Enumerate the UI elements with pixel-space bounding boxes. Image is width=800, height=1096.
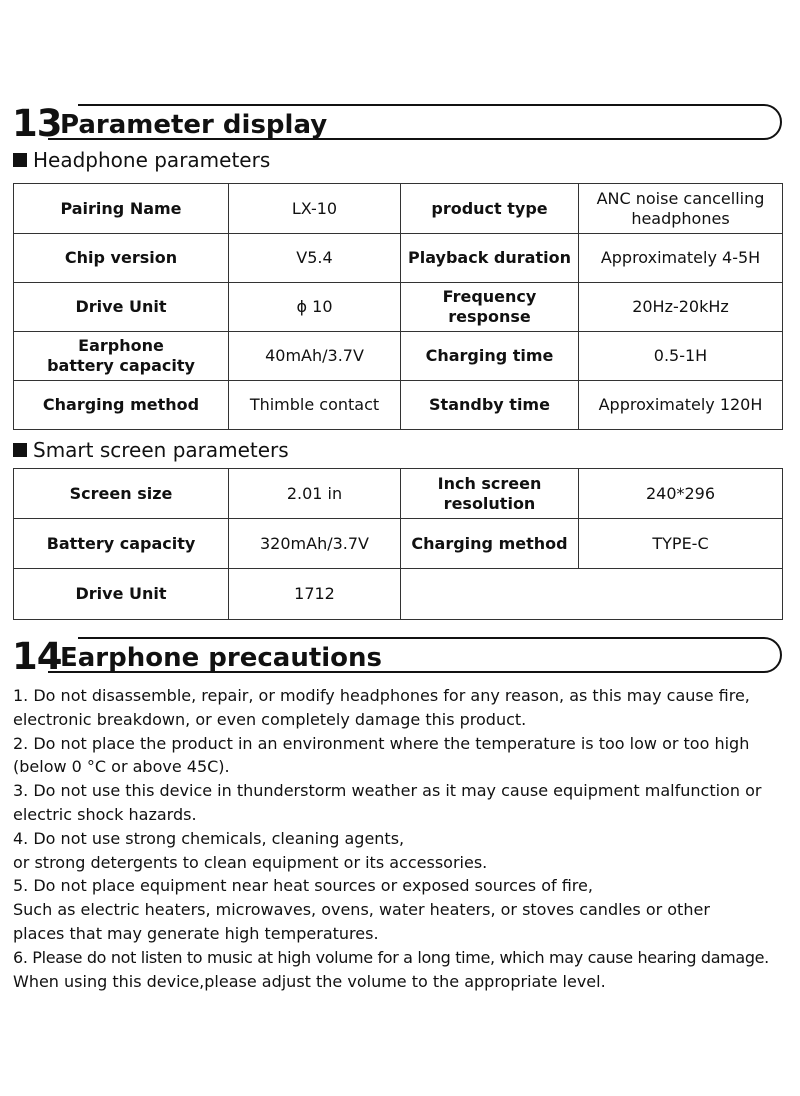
table-row <box>14 469 783 519</box>
table-row <box>14 234 783 283</box>
param-key: Charging time <box>401 332 579 381</box>
param-key: Inch screen resolution <box>401 469 579 519</box>
precaution-line: electronic breakdown, or even completely damage this product. <box>13 709 527 729</box>
precaution-line: places that may generate high temperatures. <box>13 923 379 943</box>
param-value: 320mAh/3.7V <box>229 519 401 569</box>
empty-cell <box>401 569 783 620</box>
precaution-line: 4. Do not use strong chemicals, cleaning agents, <box>13 828 405 848</box>
precaution-line: 6. Please do not listen to music at high volume for a long time, which may cause hearing damage. <box>13 947 769 967</box>
smart-screen-parameters-heading <box>13 440 289 460</box>
table-row <box>14 283 783 332</box>
param-value: Approximately 120H <box>579 381 783 430</box>
section-13-header <box>12 102 782 145</box>
param-value: Approximately 4-5H <box>579 234 783 283</box>
precaution-line: 2. Do not place the product in an environment where the temperature is too low or too high <box>13 733 750 753</box>
param-key: Charging method <box>14 381 229 430</box>
param-key: Pairing Name <box>14 184 229 234</box>
table-row <box>14 332 783 381</box>
precaution-line: 3. Do not use this device in thunderstorm weather as it may cause equipment malfunction or <box>13 781 762 801</box>
param-value: 1712 <box>229 569 401 620</box>
param-key: Earphone battery capacity <box>14 332 229 381</box>
param-key: Standby time <box>401 381 579 430</box>
param-value: TYPE-C <box>579 519 783 569</box>
param-key: Frequency response <box>401 283 579 332</box>
param-value: ANC noise cancelling headphones <box>579 184 783 234</box>
param-value: V5.4 <box>229 234 401 283</box>
precaution-line: When using this device,please adjust the volume to the appropriate level. <box>13 971 606 991</box>
param-key: product type <box>401 184 579 234</box>
param-value: Thimble contact <box>229 381 401 430</box>
param-key: Drive Unit <box>14 283 229 332</box>
precaution-line: 1. Do not disassemble, repair, or modify headphones for any reason, as this may cause fire, <box>13 686 750 705</box>
headphone-parameters-table <box>13 183 783 430</box>
precaution-line: Such as electric heaters, microwaves, ovens, water heaters, or stoves candles or other <box>13 900 710 920</box>
section-13-title: Parameter display <box>60 110 328 140</box>
param-key: Playback duration <box>401 234 579 283</box>
param-key: Drive Unit <box>14 569 229 620</box>
param-key: Charging method <box>401 519 579 569</box>
param-value: 20Hz-20kHz <box>579 283 783 332</box>
param-key: Chip version <box>14 234 229 283</box>
table-row <box>14 569 783 620</box>
param-value: 40mAh/3.7V <box>229 332 401 381</box>
section-14-header <box>12 635 782 678</box>
precautions-list <box>13 684 788 993</box>
table-row <box>14 184 783 234</box>
precaution-line: 5. Do not place equipment near heat sources or exposed sources of fire, <box>13 876 593 896</box>
param-value: 2.01 in <box>229 469 401 519</box>
smart-screen-parameters-label: Smart screen parameters <box>33 438 289 462</box>
section-14-title: Earphone precautions <box>60 643 383 673</box>
param-key: Battery capacity <box>14 519 229 569</box>
precaution-line: (below 0 °C or above 45C). <box>13 757 230 777</box>
bullet-square-icon <box>13 153 27 167</box>
precaution-line: or strong detergents to clean equipment or its accessories. <box>13 852 488 872</box>
section-14-number: 14 <box>12 635 62 678</box>
param-value: LX-10 <box>229 184 401 234</box>
table-row <box>14 381 783 430</box>
section-13-number: 13 <box>12 102 62 145</box>
param-value: 0.5-1H <box>579 332 783 381</box>
smart-screen-parameters-table <box>13 468 783 620</box>
precaution-line: electric shock hazards. <box>13 804 197 824</box>
param-key: Screen size <box>14 469 229 519</box>
param-value: ϕ 10 <box>229 283 401 332</box>
param-value: 240*296 <box>579 469 783 519</box>
bullet-square-icon <box>13 443 27 457</box>
table-row <box>14 519 783 569</box>
headphone-parameters-heading <box>13 150 270 170</box>
headphone-parameters-label: Headphone parameters <box>33 148 271 172</box>
